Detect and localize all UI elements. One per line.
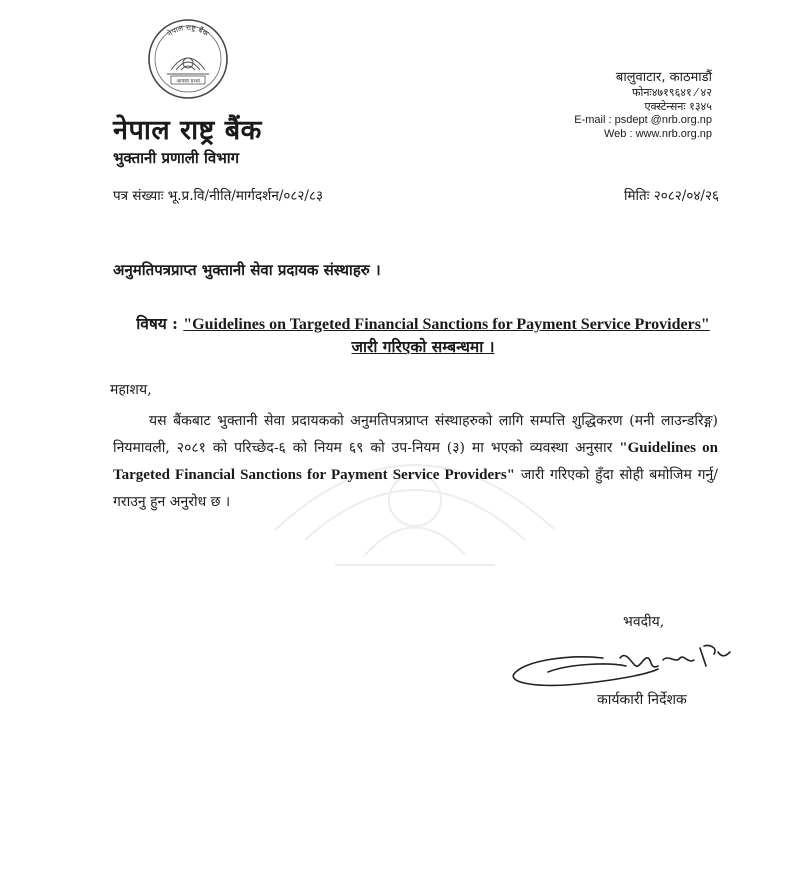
address-block xyxy=(574,70,712,141)
department-name: भुक्तानी प्रणाली विभाग xyxy=(113,149,240,167)
handwritten-signature xyxy=(508,636,740,698)
svg-text:आयस्य प्रभवं: आयस्य प्रभवं xyxy=(176,78,200,85)
address-email: E-mail : psdept @nrb.org.np xyxy=(574,113,712,126)
body-text-part-1: यस बैंकबाट भुक्तानी सेवा प्रदायकको अनुमतिपत्रप्राप्त संस्थाहरुको लागि सम्पत्ति शुद्धिकरण (मनी लाउन्डरिङ्ग) नियमावली, २०८१ को परिच्छेद-६ को नियम ६९ को उप-नियम (३) मा भएको व्यवस्था अनुसार xyxy=(113,413,718,456)
subject-block xyxy=(113,313,733,359)
svg-text:नेपाल राष्ट्र बैंक: नेपाल राष्ट्र बैंक xyxy=(165,22,211,39)
recipient: अनुमतिपत्रप्राप्त भुक्तानी सेवा प्रदायक संस्थाहरु । xyxy=(113,261,381,279)
reference-number: पत्र संख्याः भू.प्र.वि/नीति/मार्गदर्शन/०८२/८३ xyxy=(113,188,324,204)
address-phone: फोनः४७१९६४१ ⁄ ४२ xyxy=(632,86,712,100)
bank-seal-logo xyxy=(147,18,229,100)
salutation: महाशय, xyxy=(110,382,152,398)
subject-english-title: "Guidelines on Targeted Financial Sanctions for Payment Service Providers" xyxy=(183,316,710,333)
body-paragraph xyxy=(113,408,718,516)
closing: भवदीय, xyxy=(623,614,665,630)
subject-line-2: जारी गरिएको सम्बन्धमा । xyxy=(351,337,495,357)
body-english-title: "Guidelines on Targeted Financial Sanctions for Payment Service Providers" xyxy=(113,440,719,483)
designation: कार्यकारी निर्देशक xyxy=(597,692,687,708)
letter-date: मितिः २०८२/०४/२६ xyxy=(623,188,719,204)
address-extension: एक्स्टेन्सनः १३४५ xyxy=(644,100,712,113)
address-location: बालुवाटार, काठमाडौं xyxy=(615,70,712,85)
subject-label: विषय : xyxy=(136,314,178,333)
address-web: Web : www.nrb.org.np xyxy=(603,127,712,140)
body-text-part-2: जारी गरिएको हुँदा सोही बमोजिम गर्नु/गराउनु हुन अनुरोध छ । xyxy=(113,467,718,510)
organization-name: नेपाल राष्ट्र बैंक xyxy=(113,115,262,146)
